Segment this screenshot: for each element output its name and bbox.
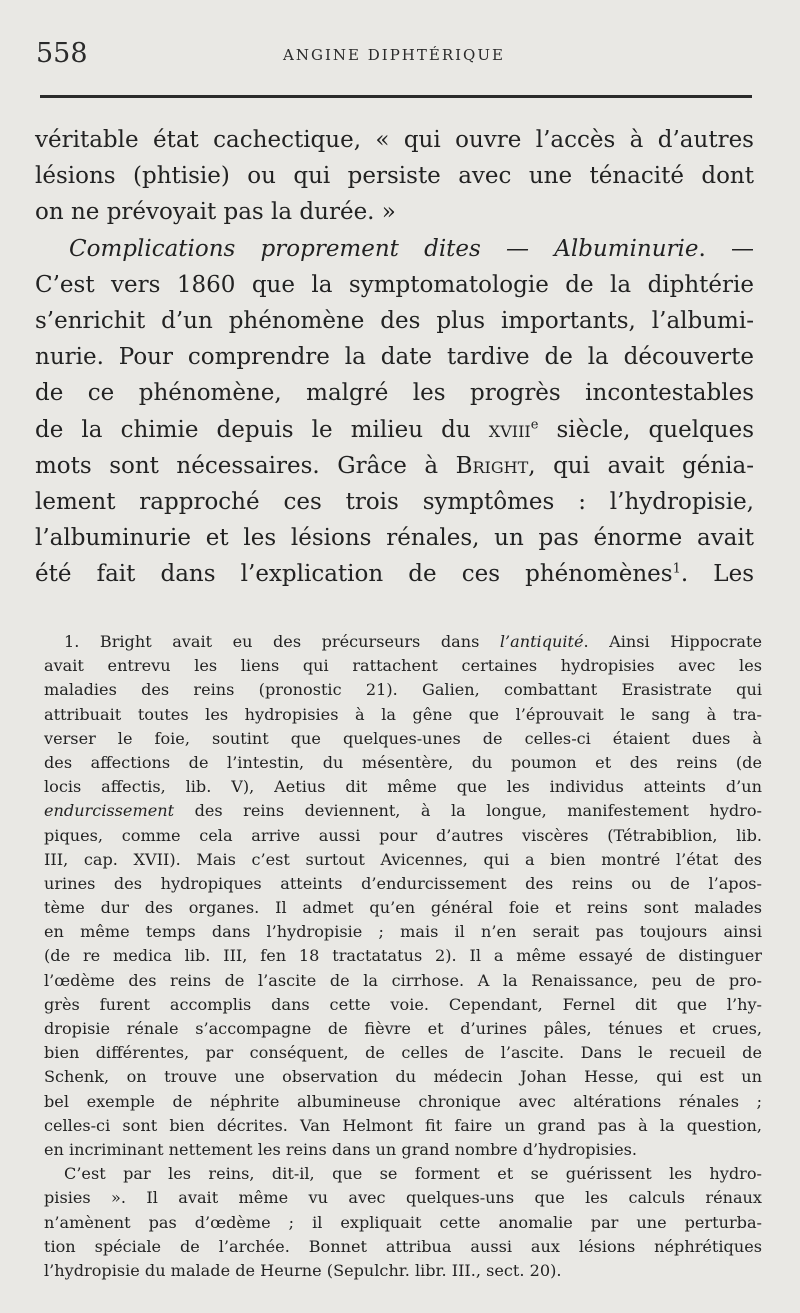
- footnote-line: Schenk, on trouve une observation du médecin Johan Hesse, qui est un: [44, 1067, 762, 1087]
- footnote-line: [44, 799, 762, 823]
- text-line: [35, 448, 754, 484]
- text-span: siècle, quelques: [538, 416, 754, 443]
- footnote-line: tème dur des organes. Il admet qu’en général foie et reins sont malades: [44, 898, 762, 918]
- footnote-line: pisies ». Il avait même vu avec quelques-uns que les calculs rénaux: [44, 1188, 762, 1208]
- footnote-line: l’œdème des reins de l’ascite de la cirrhose. A la Renaissance, peu de pro-: [44, 970, 762, 990]
- header-rule: [40, 95, 752, 98]
- text-line: on ne prévoyait pas la durée. »: [35, 199, 396, 226]
- text-line: [35, 556, 754, 592]
- footnote-line: piques, comme cela arrive aussi pour d’autres viscères (Tétrabiblion, lib.: [44, 825, 762, 845]
- footnote-line: C’est par les reins, dit-il, que se forment et se guérissent les hydro-: [64, 1164, 762, 1184]
- running-title: ANGINE DIPHTÉRIQUE: [283, 46, 505, 64]
- footnote-line: maladies des reins (pronostic 21). Galien, combattant Erasistrate qui: [44, 680, 762, 700]
- text-line: [35, 412, 754, 448]
- text-span: de la chimie depuis le milieu du: [35, 416, 489, 443]
- footnote-line: bien différentes, par conséquent, de celles de l’ascite. Dans le recueil de: [44, 1043, 762, 1063]
- text-line: C’est vers 1860 que la symptomatologie de la diphtérie: [35, 271, 754, 298]
- text-span: xviii: [488, 416, 531, 443]
- footnote-line: [44, 630, 762, 654]
- footnote-line: attribuait toutes les hydropisies à la gêne que l’éprouvait le sang à tra-: [44, 704, 762, 724]
- text-span: l’antiquité: [499, 632, 584, 651]
- footnote-line: verser le foie, soutint que quelques-unes de celles-ci étaient dues à: [44, 728, 762, 748]
- footnote-line: n’amènent pas d’œdème ; il expliquait cette anomalie par une perturba-: [44, 1212, 762, 1232]
- text-span: mots sont nécessaires. Grâce à: [35, 452, 456, 479]
- footnote-line: dropisie rénale s’accompagne de fièvre et d’urines pâles, ténues et crues,: [44, 1019, 762, 1038]
- text-line: lement rapproché ces trois symptômes : l’hydropisie,: [35, 488, 754, 515]
- text-span: endurcissement: [44, 801, 175, 821]
- text-line: véritable état cachectique, « qui ouvre l’accès à d’autres: [35, 127, 754, 153]
- text-line: de ce phénomène, malgré les progrès incontestables: [35, 380, 754, 407]
- main-text: [35, 122, 754, 592]
- text-span: . —: [698, 235, 755, 262]
- page-header: [36, 38, 752, 78]
- footnote-line: urines des hydropiques atteints d’endurcissement des reins ou de l’apos-: [44, 873, 762, 893]
- text-span: , qui avait génia-: [528, 452, 755, 479]
- page-number: 558: [36, 38, 88, 69]
- text-span: été fait dans l’explication de ces phénomènes: [35, 561, 673, 588]
- text-line: [35, 231, 754, 267]
- text-span: . Ainsi Hippocrate: [583, 632, 762, 651]
- text-line: s’enrichit d’un phénomène des plus importants, l’albumi-: [35, 307, 754, 334]
- footnote-line: en même temps dans l’hydropisie ; mais il n’en serait pas toujours ainsi: [44, 922, 762, 942]
- footnote-line: bel exemple de néphrite albumineuse chronique avec altérations rénales ;: [44, 1091, 762, 1111]
- text-span: . Les: [680, 561, 754, 588]
- footnote-line: tion spéciale de l’archée. Bonnet attribua aussi aux lésions néphrétiques: [44, 1236, 762, 1256]
- text-span: e: [530, 416, 539, 432]
- text-line: lésions (phtisie) ou qui persiste avec une ténacité dont: [35, 163, 754, 190]
- text-line: l’albuminurie et les lésions rénales, un pas énorme avait: [35, 525, 754, 552]
- text-span: des reins deviennent, à la longue, manifestement hydro-: [174, 801, 762, 821]
- footnote-line: (de re medica lib. III, fen 18 tractatatus 2). Il a même essayé de distinguer: [44, 946, 762, 966]
- text-span: Complications proprement dites — Albuminurie: [69, 235, 699, 262]
- footnotes: [44, 630, 762, 1283]
- footnote-line: en incriminant nettement les reins dans un grand nombre d’hydropisies.: [44, 1139, 638, 1159]
- footnote-line: grès furent accomplis dans cette voie. Cependant, Fernel dit que l’hy-: [44, 994, 762, 1014]
- text-span: 1. Bright avait eu des précurseurs dans: [64, 632, 500, 651]
- footnote-line: locis affectis, lib. V), Aetius dit même que les individus atteints d’un: [44, 777, 762, 797]
- footnote-line: celles-ci sont bien décrites. Van Helmont fit faire un grand pas à la question,: [44, 1115, 762, 1135]
- text-line: nurie. Pour comprendre la date tardive de la découverte: [35, 344, 754, 371]
- text-span: Bright: [455, 452, 529, 479]
- footnote-line: des affections de l’intestin, du mésentère, du poumon et des reins (de: [44, 752, 762, 772]
- footnote-line: l’hydropisie du malade de Heurne (Sepulchr. libr. III., sect. 20).: [44, 1260, 562, 1280]
- text-span: 1: [672, 561, 681, 577]
- footnote-line: III, cap. XVII). Mais c’est surtout Avicennes, qui a bien montré l’état des: [44, 849, 762, 869]
- footnote-line: avait entrevu les liens qui rattachent certaines hydropisies avec les: [44, 656, 762, 676]
